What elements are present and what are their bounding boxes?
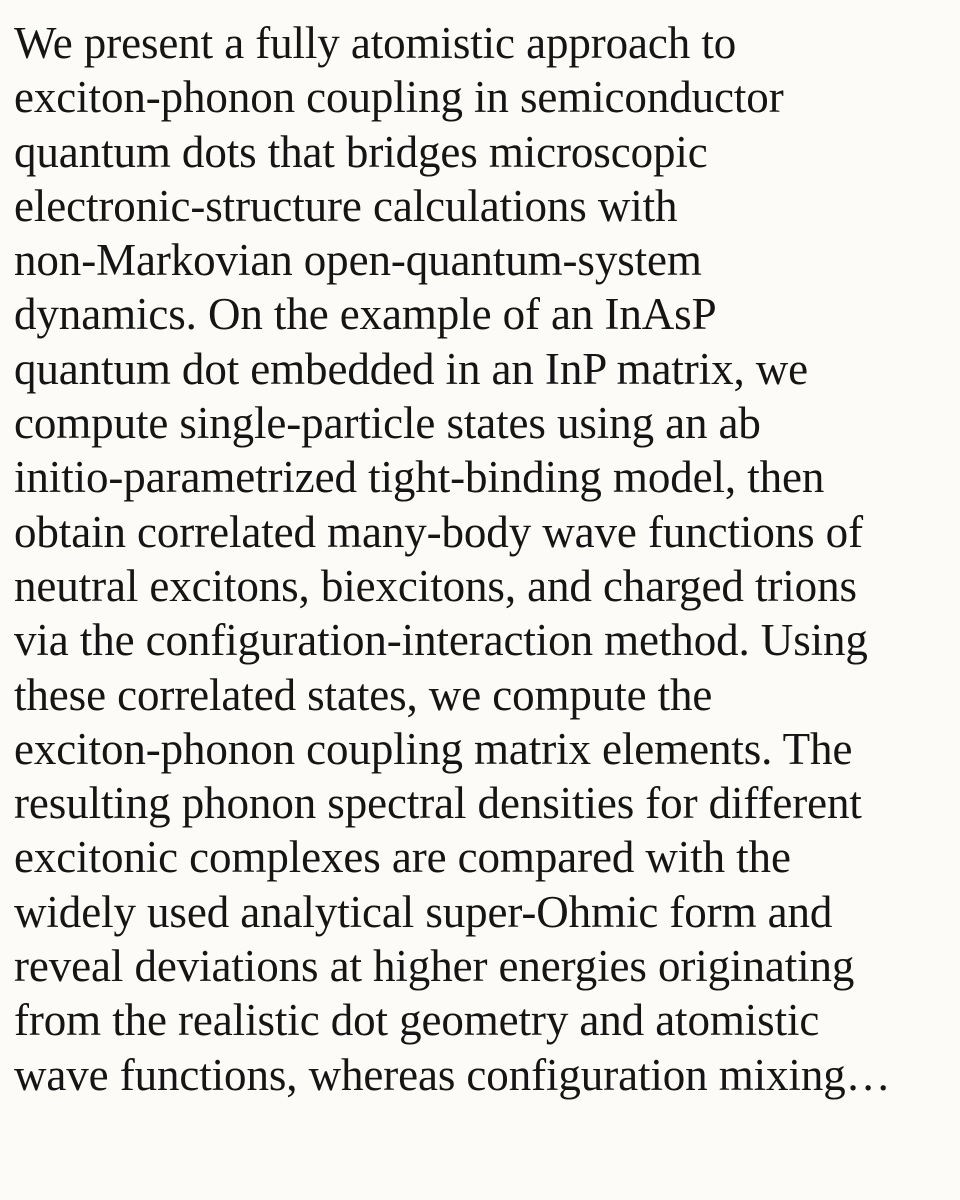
abstract-line: quantum dot embedded in an InP matrix, we xyxy=(14,343,809,394)
abstract-line: widely used analytical super-Ohmic form and xyxy=(14,886,833,937)
abstract-line: excitonic complexes are compared with the xyxy=(14,832,791,883)
abstract-line: non-Markovian open-quantum-system xyxy=(14,235,702,286)
abstract-line: We present a fully atomistic approach to xyxy=(14,18,737,68)
abstract-line: wave functions, whereas configuration mixing… xyxy=(14,1049,891,1100)
abstract-line: resulting phonon spectral densities for different xyxy=(14,778,862,829)
abstract-line: quantum dots that bridges microscopic xyxy=(14,126,708,177)
abstract-line: these correlated states, we compute the xyxy=(14,669,713,720)
abstract-line: reveal deviations at higher energies originating xyxy=(14,941,855,992)
abstract-line: from the realistic dot geometry and atomistic xyxy=(14,995,820,1046)
abstract-line: initio-parametrized tight-binding model, then xyxy=(14,452,825,503)
abstract-line: compute single-particle states using an ab xyxy=(14,398,761,449)
abstract-line: obtain correlated many-body wave functions of xyxy=(14,506,863,557)
abstract-line: electronic-structure calculations with xyxy=(14,180,678,231)
abstract-line: dynamics. On the example of an InAsP xyxy=(14,289,717,340)
abstract-line: neutral excitons, biexcitons, and charged trions xyxy=(14,560,857,611)
abstract-line: exciton-phonon coupling matrix elements. The xyxy=(14,723,853,774)
abstract-line: via the configuration-interaction method. Using xyxy=(14,615,868,666)
abstract-text xyxy=(14,16,954,1102)
abstract-line: exciton-phonon coupling in semiconductor xyxy=(14,72,784,123)
